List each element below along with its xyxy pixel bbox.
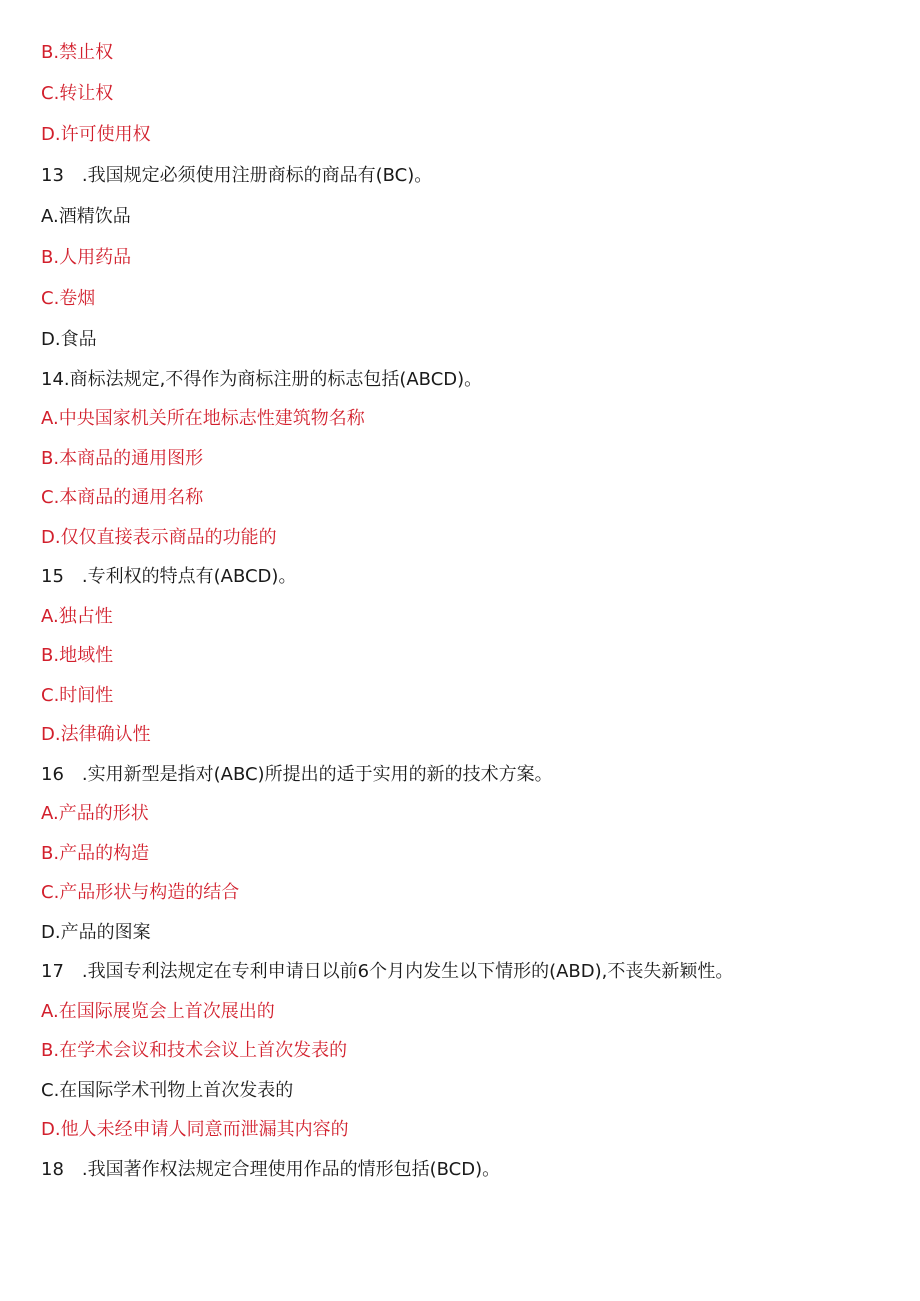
question-17: 17 .我国专利法规定在专利申请日以前6个月内发生以下情形的(ABD),不丧失新颖性。: [41, 961, 734, 982]
option-13-b-previous: B.禁止权: [41, 42, 114, 63]
option-17-b: B.在学术会议和技术会议上首次发表的: [41, 1040, 348, 1061]
option-15-d: D.法律确认性: [41, 724, 151, 745]
option-17-a: A.在国际展览会上首次展出的: [41, 1001, 275, 1022]
option-15-a: A.独占性: [41, 606, 113, 627]
option-13-b: B.人用药品: [41, 247, 132, 268]
question-13: 13 .我国规定必须使用注册商标的商品有(BC)。: [41, 165, 433, 186]
question-14: 14.商标法规定,不得作为商标注册的标志包括(ABCD)。: [41, 369, 483, 390]
option-14-d: D.仅仅直接表示商品的功能的: [41, 527, 277, 548]
question-18: 18 .我国著作权法规定合理使用作品的情形包括(BCD)。: [41, 1159, 501, 1180]
option-15-c: C.时间性: [41, 685, 114, 706]
option-16-d: D.产品的图案: [41, 922, 151, 943]
question-16: 16 .实用新型是指对(ABC)所提出的适于实用的新的技术方案。: [41, 764, 553, 785]
option-12-d: D.许可使用权: [41, 124, 151, 145]
option-13-d: D.食品: [41, 329, 97, 350]
option-15-b: B.地域性: [41, 645, 114, 666]
option-17-c: C.在国际学术刊物上首次发表的: [41, 1080, 294, 1101]
option-16-a: A.产品的形状: [41, 803, 149, 824]
option-13-c: C.卷烟: [41, 288, 96, 309]
option-16-b: B.产品的构造: [41, 843, 150, 864]
option-14-a: A.中央国家机关所在地标志性建筑物名称: [41, 408, 365, 429]
option-16-c: C.产品形状与构造的结合: [41, 882, 240, 903]
question-15: 15 .专利权的特点有(ABCD)。: [41, 566, 297, 587]
option-14-c: C.本商品的通用名称: [41, 487, 204, 508]
option-14-b: B.本商品的通用图形: [41, 448, 204, 469]
option-13-a: A.酒精饮品: [41, 206, 131, 227]
option-17-d: D.他人未经申请人同意而泄漏其内容的: [41, 1119, 349, 1140]
option-12-c: C.转让权: [41, 83, 114, 104]
